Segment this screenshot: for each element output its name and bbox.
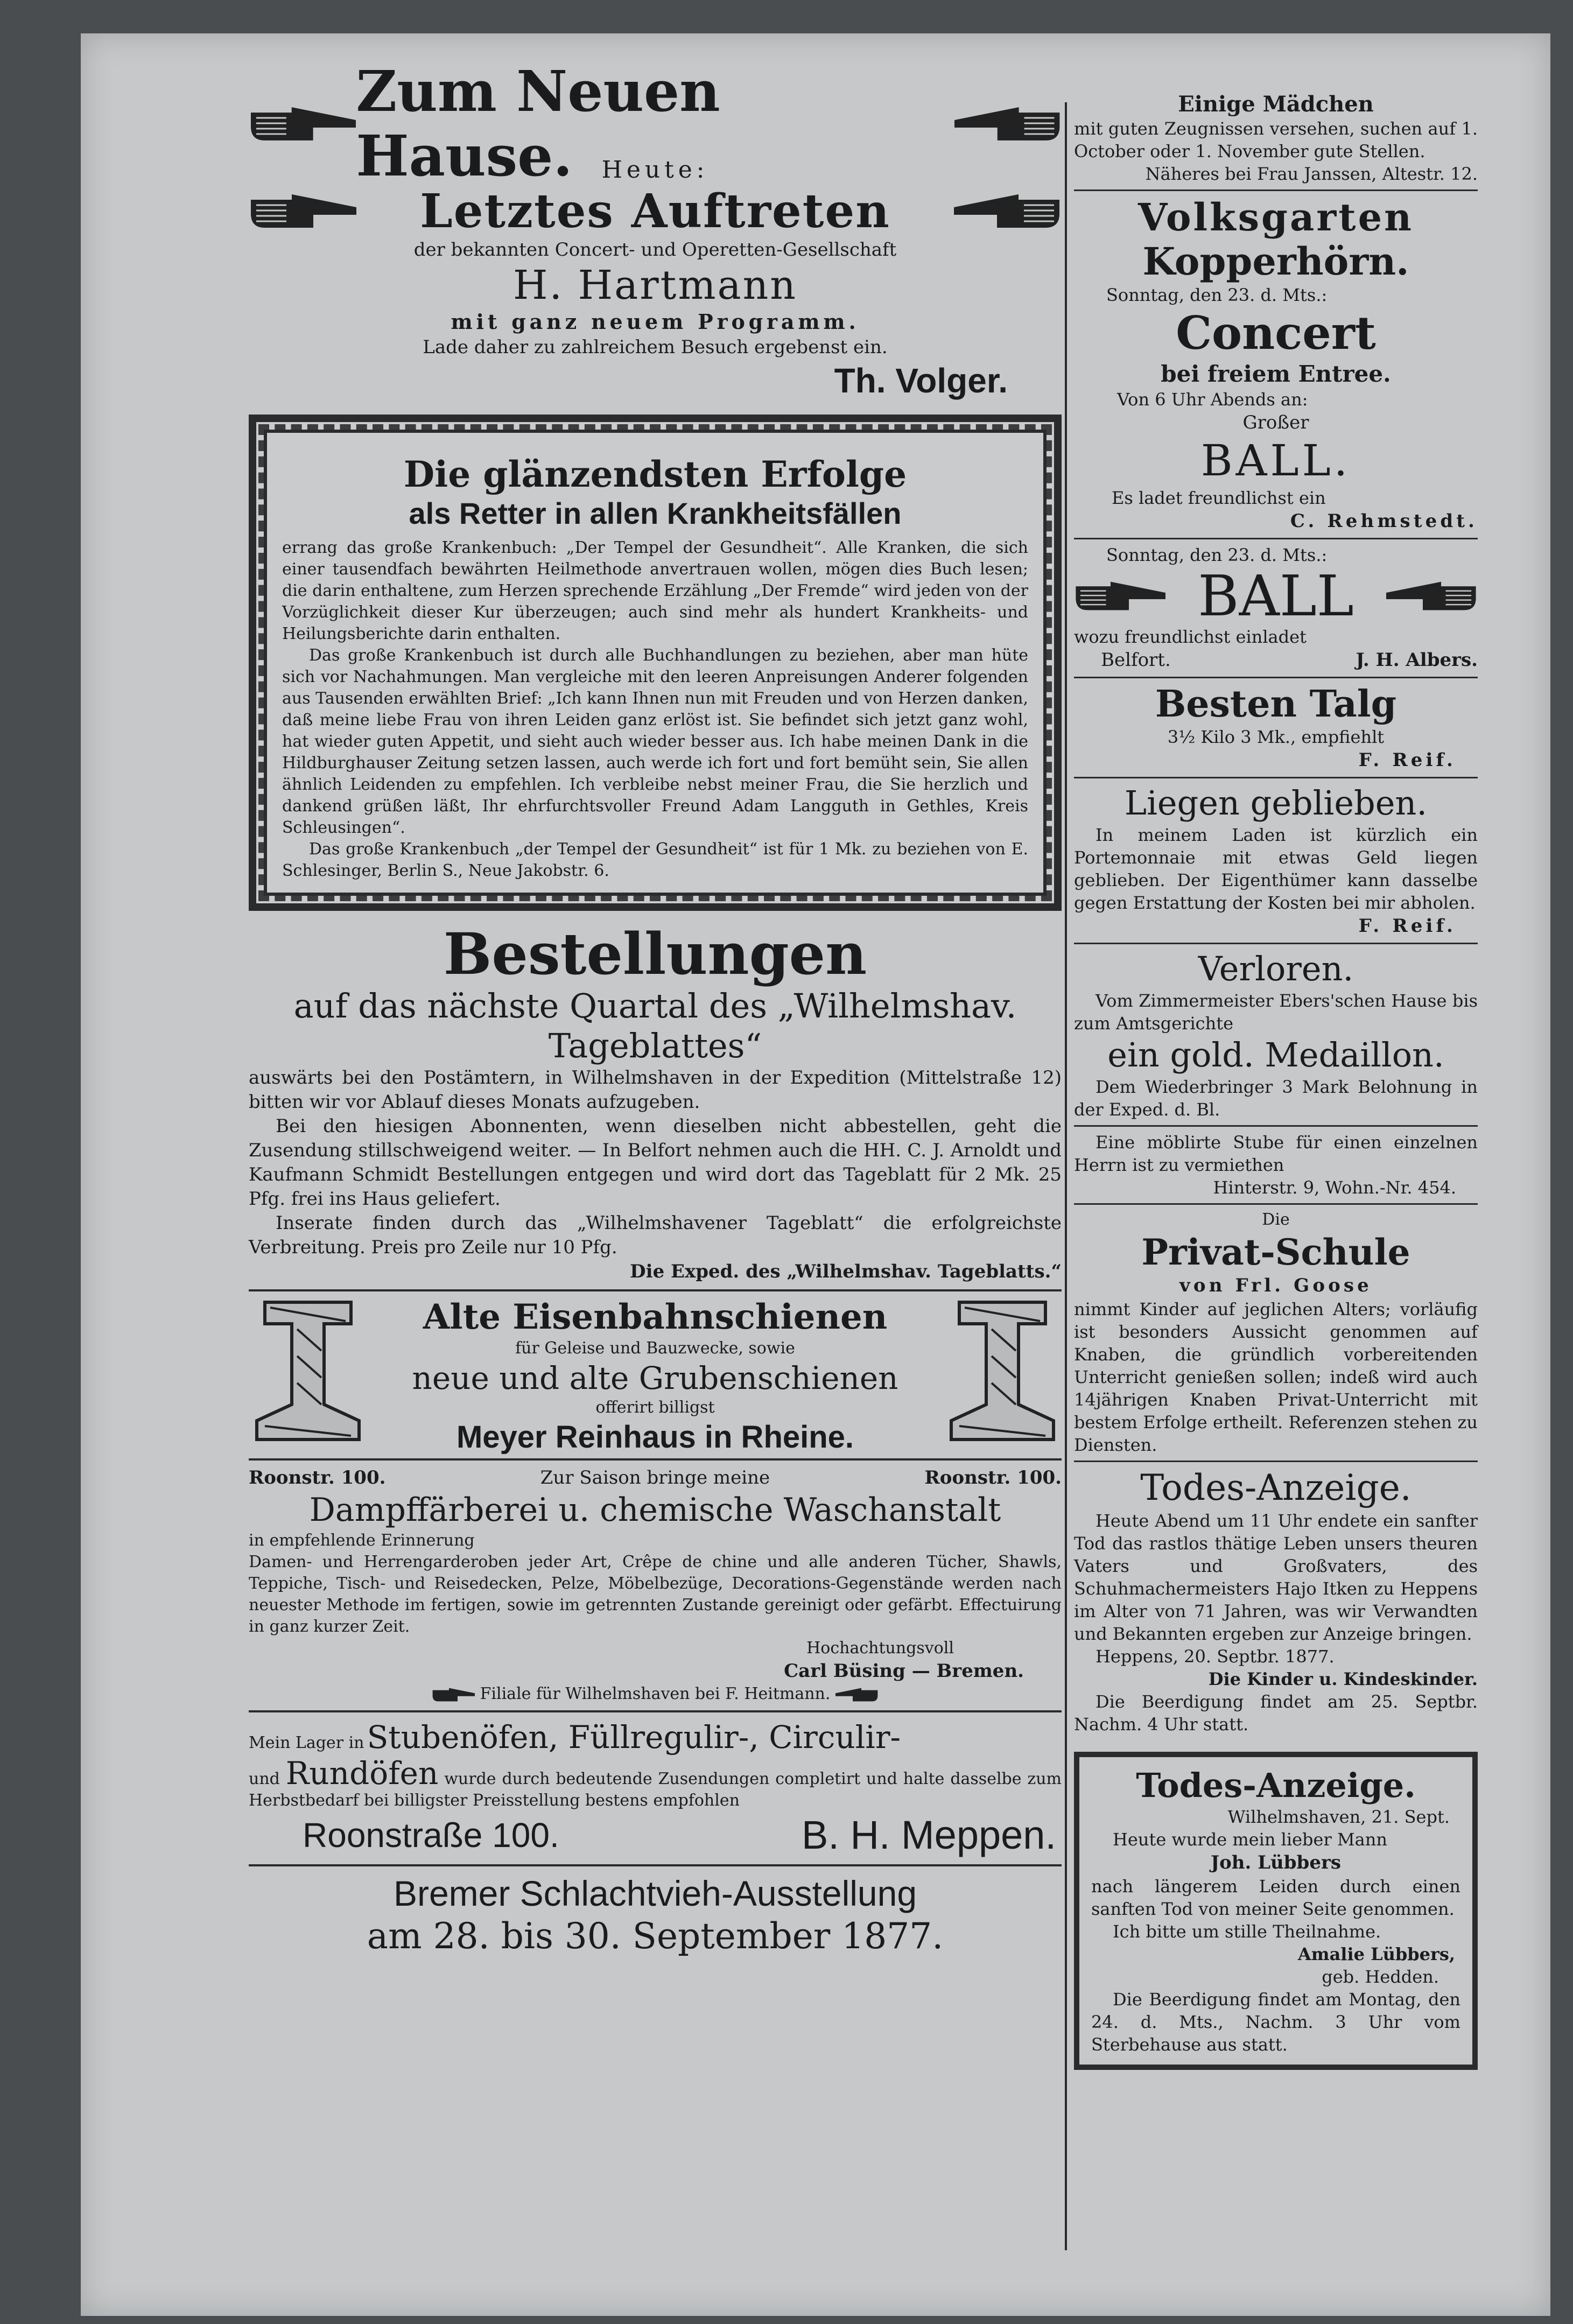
divider — [1074, 1203, 1478, 1205]
dampf-greet: Hochachtungsvoll — [806, 1639, 954, 1658]
schienen-sub: für Geleise und Bauzwecke, sowie — [515, 1339, 795, 1358]
rundoefen: Rundöfen — [285, 1755, 439, 1792]
verloren-body-1: Vom Zimmermeister Ebers'schen Hause bis zum Amtsgerichte — [1074, 991, 1478, 1034]
invite-line: Lade daher zu zahlreichem Besuch ergebenst ein. — [423, 336, 888, 358]
divider — [1074, 943, 1478, 944]
amalie-signature: Amalie Lübbers, — [1297, 1944, 1455, 1964]
from-line: Von 6 Uhr Abends an: — [1117, 389, 1308, 410]
bestellungen-paragraph-3: Inserate finden durch das „Wilhelmshavener Tageblatt“ die erfolgreichste Verbreitung. Preis pro Zeile nur 10 Pfg. — [249, 1212, 1062, 1258]
ad-privat-schule — [1074, 1209, 1478, 1456]
maedchen-body: mit guten Zeugnissen versehen, suchen auf 1. October oder 1. November gute Stellen. — [1074, 118, 1478, 162]
divider — [1074, 538, 1478, 539]
divider — [1074, 1125, 1478, 1127]
maedchen-title: Einige Mädchen — [1178, 92, 1374, 117]
meppen-firm: B. H. Meppen. — [801, 1813, 1056, 1857]
ad-volksgarten — [1074, 195, 1478, 533]
ad-schlachtvieh — [249, 1872, 1062, 1958]
todes2-funeral: Die Beerdigung findet am Montag, den 24. d. Mts., Nachm. 3 Uhr vom Sterbehause aus statt. — [1091, 1989, 1460, 2055]
volger-signature: Th. Volger. — [834, 361, 1008, 400]
bestellungen-paragraph-2: Bei den hiesigen Abonnenten, wenn dieselben nicht abbestellen, geht die Zusendung stillschweigend weiter. — In Belfort nehmen auch die HH. C. J. Arnoldt und Kaufmann Schmidt Bestellungen entgegen und wird dort das Tageblatt für 2 Mk. 25 Pfg. frei ins Haus geliefert. — [249, 1115, 1062, 1210]
liegen-body: In meinem Laden ist kürzlich ein Portemonnaie mit etwas Geld liegen geblieben. Der Eigenthümer kann dasselbe gegen Erstattung der Kosten bei mir abholen. — [1074, 825, 1478, 913]
bestellungen-sub-1: auf das nächste Quartal des „Wilhelmshav. — [293, 986, 1017, 1026]
roonstr-right: Roonstr. 100. — [924, 1467, 1062, 1489]
bestellungen-sub-2: Tageblattes“ — [548, 1026, 762, 1065]
pointing-hand-icon — [249, 105, 356, 143]
pointing-hand-icon — [835, 1687, 879, 1703]
ad-eisenbahnschienen — [249, 1297, 1062, 1453]
stube-body: Eine möblirte Stube für einen einzelnen Herrn ist zu vermiethen — [1074, 1132, 1478, 1175]
ad-maedchen — [1074, 92, 1478, 185]
pointing-hand-icon — [1386, 580, 1478, 612]
dampf-body: Damen- und Herrengarderoben jeder Art, Crêpe de chine und alle anderen Tücher, Shawls, Teppiche, Tisch- und Reisedecken, Pelze, Möbelbezüge, Decorations-Gegenstände werden nach neuester Methode im fertigen, sowie im getrennten Zustande gereinigt oder gefärbt. Effectuirung in ganz kurzer Zeit. — [249, 1553, 1062, 1636]
pointing-hand-icon — [954, 192, 1062, 230]
todes1-title: Todes-Anzeige. — [1140, 1467, 1412, 1508]
schlachtvieh-line-2: am 28. bis 30. September 1877. — [367, 1915, 944, 1957]
grubenschienen: neue und alte Grubenschienen — [412, 1360, 898, 1396]
ad-zum-neuen-hause — [249, 58, 1062, 402]
luebbers-name: Joh. Lübbers — [1210, 1852, 1342, 1873]
talg-body: 3½ Kilo 3 Mk., empfiehlt — [1167, 727, 1385, 747]
rail-profile-icon — [254, 1297, 362, 1442]
programm-line: mit ganz neuem Programm. — [451, 310, 860, 334]
todes1-funeral: Die Beerdigung findet am 25. Septbr. Nachm. 4 Uhr statt. — [1074, 1691, 1478, 1735]
pointing-hand-icon — [432, 1687, 475, 1703]
ad-dampffaerberei — [249, 1466, 1062, 1705]
todes1-body: Heute Abend um 11 Uhr endete ein sanfter Tod das rastlos thätige Leben unsers theuren Vaters und Großvaters, des Schuhmachermeisters Hajo Itken zu Heppens im Alter von 71 Jahren, was wir Verwandten und Bekannten ergeben zur Anzeige bringen. — [1074, 1511, 1478, 1644]
ball2-invite: wozu freundlichst einladet — [1074, 627, 1307, 647]
column-divider — [1065, 102, 1067, 2250]
gesellschaft-line: der bekannten Concert- und Operetten-Gesellschaft — [413, 239, 897, 261]
ball-title: BALL. — [1200, 436, 1351, 486]
ad-todes-anzeige-itken — [1074, 1466, 1478, 1736]
todes2-date: Wilhelmshaven, 21. Sept. — [1227, 1807, 1450, 1827]
divider — [249, 1458, 1062, 1461]
verloren-body-2: Dem Wiederbringer 3 Mark Belohnung in der Exped. d. Bl. — [1074, 1077, 1478, 1120]
filiale-line — [249, 1683, 1062, 1705]
hartmann-name: H. Hartmann — [513, 262, 797, 308]
divider — [249, 1710, 1062, 1712]
todes1-date: Heppens, 20. Septbr. 1877. — [1096, 1646, 1335, 1667]
divider — [249, 1289, 1062, 1291]
concert-title: Concert — [1176, 306, 1376, 360]
ad-krankenbuch — [249, 415, 1062, 911]
volksgarten-date: Sonntag, den 23. d. Mts.: — [1106, 285, 1328, 305]
liegen-signature: F. Reif. — [1358, 915, 1456, 937]
divider — [1074, 1461, 1478, 1462]
stube-address: Hinterstr. 9, Wohn.-Nr. 454. — [1213, 1177, 1456, 1198]
talg-title: Besten Talg — [1155, 683, 1397, 726]
kranken-paragraph-3: Das große Krankenbuch „der Tempel der Gesundheit“ ist für 1 Mk. zu beziehen von E. Schlesinger, Berlin S., Neue Jakobstr. 6. — [282, 840, 1028, 880]
albers-signature: J. H. Albers. — [1356, 649, 1478, 671]
pointing-hand-icon — [954, 105, 1062, 143]
entree-line: bei freiem Entree. — [1161, 361, 1391, 387]
ad-todes-anzeige-luebbers — [1074, 1752, 1478, 2070]
bestellungen-paragraph-1: auswärts bei den Postämtern, in Wilhelmshaven in der Expedition (Mittelstraße 12) bitten wir vor Ablauf dieses Monats aufzugeben. — [249, 1067, 1062, 1113]
bestellungen-signature: Die Exped. des „Wilhelmshav. Tageblatts.“ — [630, 1261, 1062, 1282]
kranken-headline-2: als Retter in allen Krankheitsfällen — [409, 496, 902, 530]
divider — [1074, 777, 1478, 778]
schienen-offer: offerirt billigst — [595, 1398, 715, 1417]
kranken-headline-1: Die glänzendsten Erfolge — [403, 453, 907, 495]
schule-by: von Frl. Goose — [1179, 1275, 1372, 1296]
oefen-title: Stubenöfen, Füllregulir-, Circulir- — [367, 1719, 901, 1756]
lager-text: Mein Lager in — [249, 1733, 364, 1752]
volksgarten-invite: Es ladet freundlichst ein — [1112, 488, 1326, 508]
schienen-title: Alte Eisenbahnschienen — [423, 1297, 888, 1337]
medaillon-line: ein gold. Medaillon. — [1107, 1035, 1444, 1075]
reinhaus-firm: Meyer Reinhaus in Rheine. — [456, 1420, 854, 1455]
neuen-hause-title: Zum Neuen Hause. — [356, 58, 720, 189]
divider — [1074, 189, 1478, 191]
heute-label: Heute: — [601, 156, 709, 184]
ball2-date: Sonntag, den 23. d. Mts.: — [1106, 545, 1328, 565]
ad-bestellungen — [249, 922, 1062, 1284]
pointing-hand-icon — [1074, 580, 1165, 612]
schule-die: Die — [1262, 1210, 1290, 1229]
ad-stube — [1074, 1131, 1478, 1199]
reif-signature: F. Reif. — [1358, 749, 1456, 771]
ad-meppen — [249, 1718, 1062, 1859]
todes2-body-3: Ich bitte um stille Theilnahme. — [1113, 1921, 1381, 1942]
volksgarten-title-1: Volksgarten — [1137, 195, 1414, 240]
todes2-nee: geb. Hedden. — [1322, 1967, 1439, 1987]
todes2-body-2: nach längerem Leiden durch einen sanften Tod von meiner Seite genommen. — [1091, 1876, 1460, 1919]
verloren-title: Verloren. — [1198, 949, 1354, 988]
kranken-paragraph-1: errang das große Krankenbuch: „Der Tempel der Gesundheit“. Alle Kranken, die sich einer tausendfach bewährten Heilmethode anvertrauen wollen, mögen dies Buch lesen; die darin enthaltene, zum Herzen sprechende Erzählung „Der Fremde“ wird jeden von der Vorzüglichkeit dieser Kur überzeugen; auch sind mehr als hundert Krankheits- und Heilungsberichte darin enthalten. — [282, 538, 1028, 643]
volksgarten-title-2: Kopperhörn. — [1142, 239, 1409, 284]
roonstr-left: Roonstr. 100. — [249, 1467, 386, 1489]
meppen-address: Roonstraße 100. — [303, 1816, 559, 1855]
kranken-paragraph-2: Das große Krankenbuch ist durch alle Buchhandlungen zu beziehen, aber man hüte sich vor Nachahmungen. Man vergleiche mit den leeren Anpreisungen Anderer folgenden aus Tausenden erwählten Brief: „Ich kann Ihnen nun mit Freuden und von Herzen danken, daß meine liebe Frau von ihren Leiden ganz erlöst ist. Sie befindet sich jetzt ganz wohl, hat wieder guten Appetit, und sieht auch wieder besser aus. Ich habe meinen Dank in die Hildburghauser Zeitung setzen lassen, auch werde ich fort und fort bemüht sein, Sie allen ähnlich Leidenden zu empfehlen. Ich verbleibe nebst meiner Frau, die Sie herzlich und dankend grüßen läßt, Ihr ehrfurchtsvoller Freund Adam Langguth in Gethles, Kreis Schleusingen“. — [282, 646, 1028, 837]
ad-ball-albers — [1074, 544, 1478, 672]
schlachtvieh-line-1: Bremer Schlachtvieh-Ausstellung — [393, 1873, 917, 1913]
right-column — [1074, 92, 1478, 2070]
maedchen-contact: Näheres bei Frau Janssen, Altestr. 12. — [1145, 164, 1478, 184]
rehmstedt-signature: C. Rehmstedt. — [1290, 510, 1478, 532]
bestellungen-title: Bestellungen — [443, 920, 867, 987]
todes1-signature: Die Kinder u. Kindeskinder. — [1208, 1669, 1478, 1689]
pointing-hand-icon — [249, 192, 356, 230]
divider — [249, 1864, 1062, 1866]
letztes-auftreten: Letztes Auftreten — [420, 184, 890, 238]
ad-verloren — [1074, 949, 1478, 1121]
liegen-title: Liegen geblieben. — [1124, 783, 1428, 823]
todes2-body-1: Heute wurde mein lieber Mann — [1113, 1829, 1387, 1850]
left-column — [249, 58, 1062, 1958]
rail-profile-icon — [949, 1297, 1056, 1442]
dampf-title: Dampffärberei u. chemische Waschanstalt — [309, 1491, 1001, 1529]
meppen-body: wurde durch bedeutende Zusendungen completirt und halte dasselbe zum Herbstbedarf bei billigster Preisstellung bestens empfohlen — [249, 1770, 1062, 1810]
ad-talg — [1074, 683, 1478, 773]
saison-text: Zur Saison bringe meine — [540, 1467, 770, 1489]
buesing-signature: Carl Büsing — Bremen. — [784, 1660, 1024, 1682]
belfort-place: Belfort. — [1101, 649, 1171, 671]
todes2-title: Todes-Anzeige. — [1136, 1766, 1416, 1805]
dampf-empf: in empfehlende Erinnerung — [249, 1531, 475, 1550]
filiale-text: Filiale für Wilhelmshaven bei F. Heitmann. — [480, 1684, 831, 1703]
ad-liegen-geblieben — [1074, 783, 1478, 938]
ball2-title: BALL — [1198, 563, 1354, 629]
grosser-line: Großer — [1242, 412, 1309, 433]
divider — [1074, 677, 1478, 678]
schule-title: Privat-Schule — [1141, 1231, 1410, 1273]
und-text: und — [249, 1770, 280, 1788]
schule-body: nimmt Kinder auf jeglichen Alters; vorläufig ist besonders Aussicht genommen auf Knaben, die gründlich vorbereitenden Unterricht genießen sollen; indeß wird auch 14jährigen Knaben Privat-Unterricht mit bestem Erfolge ertheilt. Referenzen stehen zu Diensten. — [1074, 1299, 1478, 1455]
